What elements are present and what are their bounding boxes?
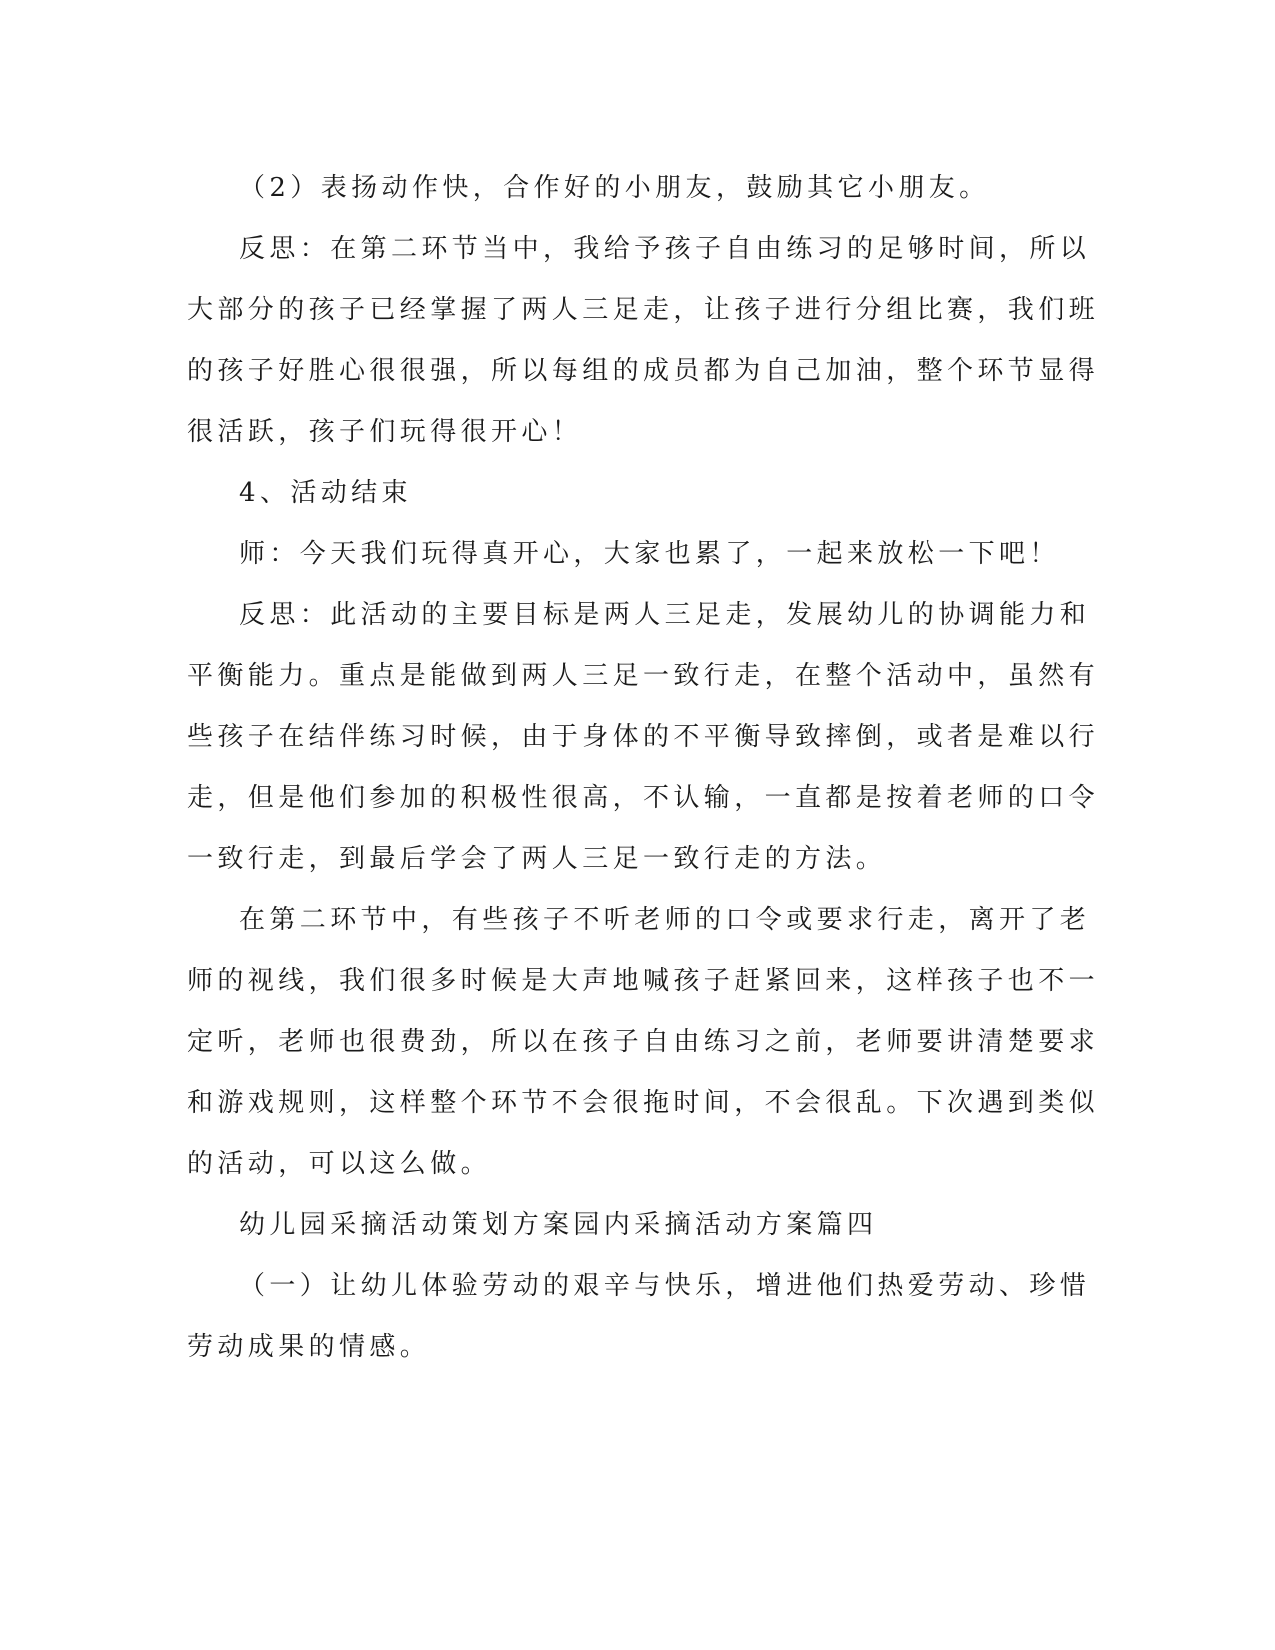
section-title: 幼儿园采摘活动策划方案园内采摘活动方案篇四 [239, 1210, 878, 1240]
text-line: （一）让幼儿体验劳动的艰辛与快乐，增进他们热爱劳动、珍惜 [239, 1271, 1091, 1301]
text-line: 在第二环节中，有些孩子不听老师的口令或要求行走，离开了老 [239, 905, 1091, 935]
text-line: 的孩子好胜心很很强，所以每组的成员都为自己加油，整个环节显得 [187, 356, 1100, 386]
text-line: 大部分的孩子已经掌握了两人三足走，让孩子进行分组比赛，我们班 [187, 295, 1100, 325]
text-line: 和游戏规则，这样整个环节不会很拖时间，不会很乱。下次遇到类似 [187, 1088, 1100, 1118]
text-line: 很活跃，孩子们玩得很开心！ [187, 417, 583, 447]
text-line: 定听，老师也很费劲，所以在孩子自由练习之前，老师要讲清楚要求 [187, 1027, 1100, 1057]
text-line: （2）表扬动作快，合作好的小朋友，鼓励其它小朋友。 [239, 173, 990, 203]
text-line: 平衡能力。重点是能做到两人三足一致行走，在整个活动中，虽然有 [187, 661, 1100, 691]
text-line: 些孩子在结伴练习时候，由于身体的不平衡导致摔倒，或者是难以行 [187, 722, 1100, 752]
text-line: 师的视线，我们很多时候是大声地喊孩子赶紧回来，这样孩子也不一 [187, 966, 1100, 996]
text-line: 劳动成果的情感。 [187, 1332, 431, 1362]
section-heading: 4、活动结束 [239, 478, 412, 508]
text-line: 的活动，可以这么做。 [187, 1149, 492, 1179]
document-body [187, 158, 1100, 1378]
text-line: 反思：在第二环节当中，我给予孩子自由练习的足够时间，所以 [239, 234, 1091, 264]
text-line: 反思：此活动的主要目标是两人三足走，发展幼儿的协调能力和 [239, 600, 1091, 630]
text-line: 一致行走，到最后学会了两人三足一致行走的方法。 [187, 844, 887, 874]
text-line: 师：今天我们玩得真开心，大家也累了，一起来放松一下吧！ [239, 539, 1060, 569]
text-line: 走，但是他们参加的积极性很高，不认输，一直都是按着老师的口令 [187, 783, 1100, 813]
